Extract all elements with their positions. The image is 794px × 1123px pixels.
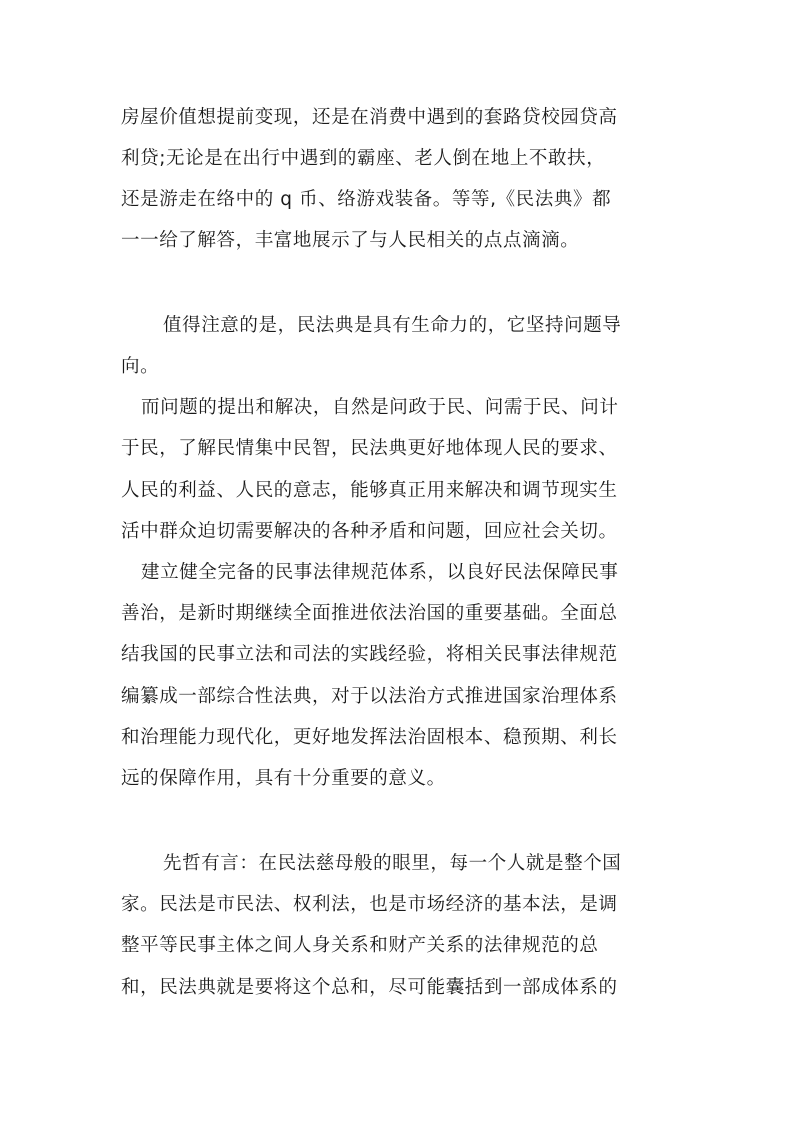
text-line: 利贷;无论是在出行中遇到的霸座、老人倒在地上不敢扶， bbox=[121, 148, 606, 169]
text-line: 活中群众迫切需要解决的各种矛盾和问题，回应社会关切。 bbox=[121, 521, 618, 542]
text-line: 还是游走在络中的 q 币、络游戏装备。等等,《民法典》都 bbox=[121, 189, 612, 210]
text-line: 整平等民事主体之间人身关系和财产关系的法律规范的总 bbox=[121, 935, 599, 956]
text-line: 于民，了解民情集中民智，民法典更好地体现人民的要求、 bbox=[121, 438, 618, 459]
text-line: 向。 bbox=[121, 356, 160, 377]
paragraph-first-line: 而问题的提出和解决，自然是问政于民、问需于民、问计 bbox=[141, 397, 619, 418]
paragraph-first-line: 建立健全完备的民事法律规范体系，以良好民法保障民事 bbox=[141, 562, 619, 583]
text-line: 一一给了解答，丰富地展示了与人民相关的点点滴滴。 bbox=[121, 230, 580, 251]
paragraph-first-line: 值得注意的是，民法典是具有生命力的，它坚持问题导 bbox=[163, 315, 622, 336]
text-line: 和，民法典就是要将这个总和，尽可能囊括到一部成体系的 bbox=[121, 977, 618, 998]
text-line: 房屋价值想提前变现，还是在消费中遇到的套路贷校园贷高 bbox=[121, 107, 618, 128]
text-line: 和治理能力现代化，更好地发挥法治固根本、稳预期、利长 bbox=[121, 727, 618, 748]
text-line: 编纂成一部综合性法典，对于以法治方式推进国家治理体系 bbox=[121, 686, 618, 707]
text-line: 结我国的民事立法和司法的实践经验，将相关民事法律规范 bbox=[121, 644, 618, 665]
text-line: 人民的利益、人民的意志，能够真正用来解决和调节现实生 bbox=[121, 480, 618, 501]
text-line: 远的保障作用，具有十分重要的意义。 bbox=[121, 768, 446, 789]
paragraph-first-line: 先哲有言：在民法慈母般的眼里，每一个人就是整个国 bbox=[163, 853, 622, 874]
text-line: 善治，是新时期继续全面推进依法治国的重要基础。全面总 bbox=[121, 603, 618, 624]
text-line: 家。民法是市民法、权利法，也是市场经济的基本法，是调 bbox=[121, 894, 618, 915]
